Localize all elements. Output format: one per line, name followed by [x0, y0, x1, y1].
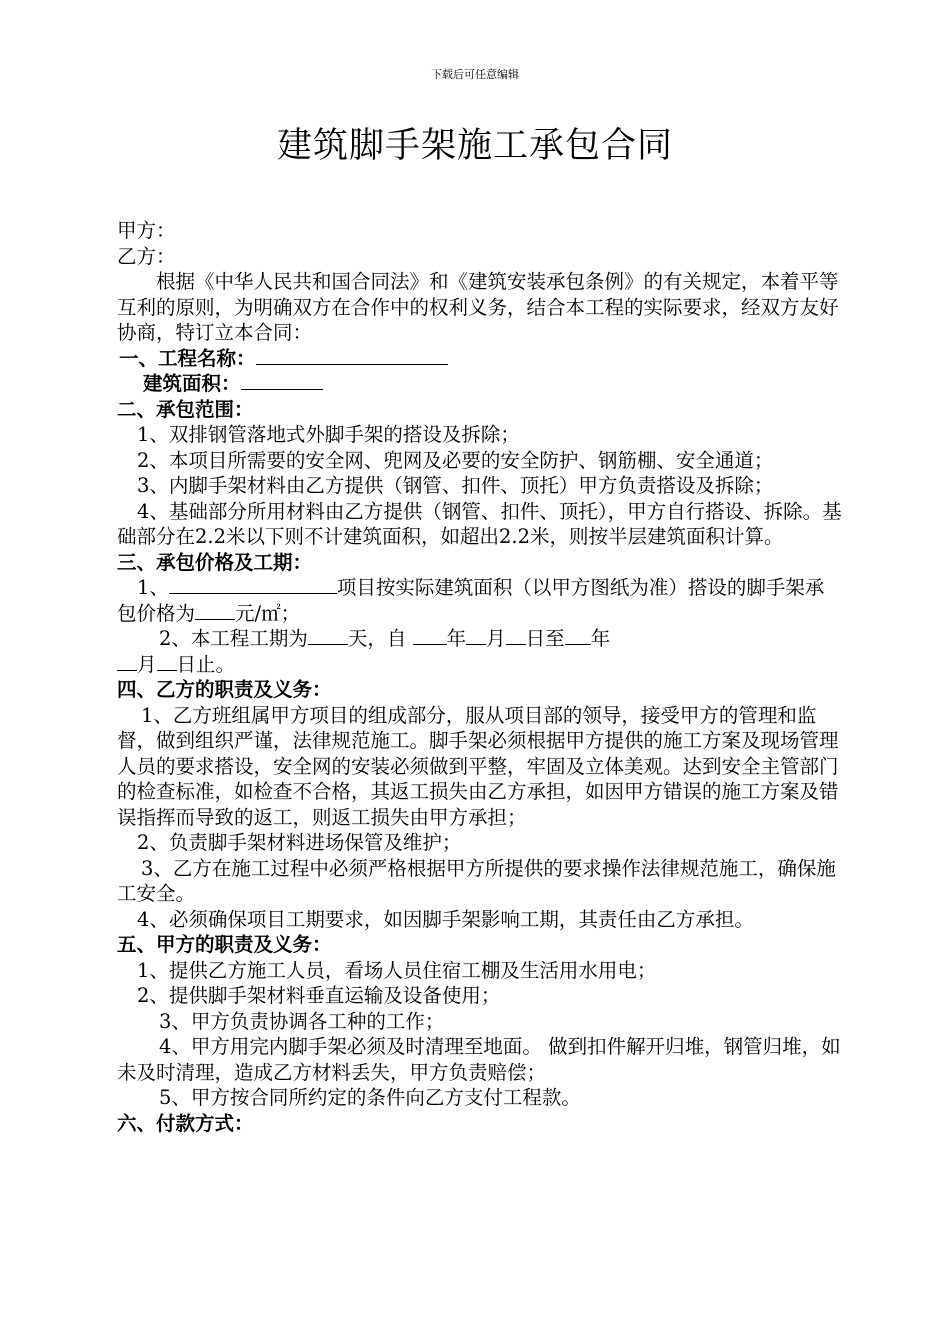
- start-day-blank: [506, 626, 526, 645]
- document-title: 建筑脚手架施工承包合同: [276, 126, 673, 166]
- section-4-item: 2、负责脚手架材料进场保管及维护；: [137, 831, 462, 854]
- section-4-item: 4、必须确保项目工期要求，如因脚手架影响工期，其责任由乙方承担。: [137, 907, 754, 931]
- section-1-building-area: [117, 371, 842, 397]
- section-3-item-period-cont: [117, 652, 842, 678]
- section-5-item: 3、甲方负责协调各工种的工作；: [159, 1009, 445, 1033]
- section-4-heading: 四、乙方的职责及义务：: [117, 678, 332, 701]
- unit-price-blank: [195, 601, 235, 620]
- month-label: 月: [486, 627, 506, 650]
- building-area-label: 建筑面积：: [143, 372, 241, 395]
- period-text: 日至: [525, 627, 565, 650]
- period-text: 日止。: [176, 652, 236, 676]
- section-2-item: 4、基础部分所用材料由乙方提供（钢管、扣件、顶托），甲方自行搭设、拆除。基础部分在2.2米以下则不计建筑面积，如超出2.2米，则按半层建筑面积计算。: [117, 499, 842, 548]
- section-2-heading: 二、承包范围：: [117, 397, 254, 421]
- section-2-item: 3、内脚手架材料由乙方提供（钢管、扣件、顶托）甲方负责搭设及拆除；: [137, 474, 774, 497]
- section-5-item: 4、甲方用完内脚手架必须及时清理至地面。 做到扣件解开归堆，钢管归堆，如未及时清理，造成乙方材料丢失，甲方负责赔偿；: [117, 1035, 841, 1084]
- section-5-item: 5、甲方按合同所约定的条件向乙方支付工程款。: [159, 1086, 581, 1109]
- end-month-blank: [117, 652, 137, 671]
- section-3-item-period: [117, 626, 842, 652]
- section-4-item: 3、乙方在施工过程中必须严格根据甲方所提供的要求操作法律规范施工，确保施工安全。: [117, 856, 836, 905]
- year-label: 年: [446, 627, 467, 650]
- period-text: 2、本工程工期为: [159, 627, 308, 650]
- section-2-item: 1、双排钢管落地式外脚手架的搭设及拆除；: [137, 423, 520, 446]
- period-text: 天，自: [347, 627, 407, 650]
- section-4-item: 1、乙方班组属甲方项目的组成部分，服从项目部的领导，接受甲方的管理和监督，做到组织严谨，法律规范施工。脚手架必须根据甲方提供的施工方案及现场管理人员的要求搭设，安全网的安装必须做到平整，牢固及立体美观。达到安全主管部门的检查标准，如检查不合格，其返工损失由乙方承担，如因甲方错误的施工方案及错误指挥而导致的返工，则返工损失由甲方承担；: [117, 703, 839, 829]
- section-3-item-price: [117, 575, 842, 626]
- section-1-project-name: [117, 346, 842, 372]
- section-5-item: 1、提供乙方施工人员，看场人员住宿工棚及生活用水用电；: [137, 958, 657, 982]
- party-b-line: 乙方：: [117, 244, 176, 268]
- section-5-item: 2、提供脚手架材料垂直运输及设备使用；: [137, 984, 501, 1007]
- project-name-label: 一、工程名称：: [119, 346, 256, 370]
- month-label: 月: [137, 652, 157, 676]
- section-6-heading: 六、付款方式：: [117, 1111, 254, 1135]
- section-3-heading: 三、承包价格及工期：: [117, 550, 313, 574]
- end-day-blank: [157, 652, 177, 671]
- party-a-line: 甲方：: [117, 219, 176, 242]
- year-label: 年: [590, 627, 611, 650]
- intro-paragraph: 根据《中华人民共和国合同法》和《建筑安装承包条例》的有关规定，本着平等互利的原则，为明确双方在合作中的权利义务，结合本工程的实际要求，经双方友好协商，特订立本合同：: [117, 270, 839, 344]
- days-blank: [308, 626, 348, 645]
- header-note: 下载后可任意编辑: [431, 68, 519, 81]
- price-text: 项目按实际建筑面积（以甲方图纸为准）搭设的脚手架承包价格为: [117, 576, 825, 625]
- building-area-blank: [241, 371, 323, 390]
- contract-body: [117, 218, 842, 1136]
- start-month-blank: [466, 626, 486, 645]
- price-unit: 元/㎡；: [235, 601, 301, 625]
- project-blank: [169, 575, 337, 594]
- section-2-item: 2、本项目所需要的安全网、兜网及必要的安全防护、钢筋棚、安全通道；: [137, 448, 774, 472]
- item-number: 1、: [137, 576, 169, 599]
- end-year-blank: [565, 626, 591, 645]
- section-5-heading: 五、甲方的职责及义务：: [117, 933, 332, 956]
- start-year-blank: [413, 626, 447, 645]
- project-name-blank: [256, 346, 448, 365]
